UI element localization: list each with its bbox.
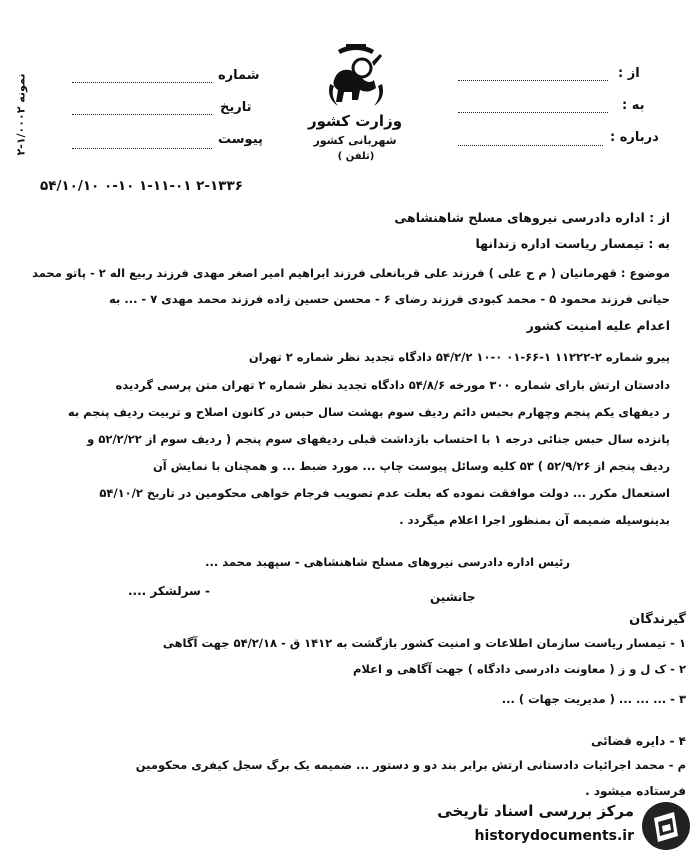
reference-number: ۲-۱۳۳۶ ۱-۱۱-۰۱ ۰-۱۰ ۵۴/۱۰/۱۰ — [40, 178, 243, 194]
form-code: نمونه ۱/۰۰۰۲-۲ — [14, 73, 28, 156]
watermark-site: historydocuments.ir — [474, 828, 634, 844]
recipient-5-cont: فرستاده میشود . — [585, 784, 686, 798]
lion-and-sun-emblem-icon — [324, 40, 388, 112]
body-line-from: از : اداره دادرسی نیروهای مسلح شاهنشاهی — [394, 210, 670, 225]
body-line-verdict-1: دادستان ارتش بارای شماره ۳۰۰ مورخه ۵۴/۸/۶ دادگاه تجدید نظر شماره ۲ تهران متن پرسی گردیده — [115, 378, 670, 392]
attachment-label: پیوست — [218, 132, 263, 147]
date-dots — [72, 114, 212, 115]
to-dots — [458, 112, 608, 113]
signature-title: رئیس اداره دادرسی نیروهای مسلح شاهنشاهی - سپهبد محمد ... — [205, 555, 570, 569]
to-label: به : — [622, 98, 645, 113]
watermark — [416, 796, 696, 856]
body-line-subject: موضوع : قهرمانیان ( م ح علی ) فرزند علی قربانعلی فرزند ابراهیم امیر اصغر مهدی فرزند ربیع اله ۲ - پاتو محمد — [32, 266, 670, 280]
body-line-reference: پیرو شماره ۲-۱۱۲۲۲ ۱-۶۶-۰۱ ۰-۱۰ ۵۴/۲/۲ دادگاه تجدید نظر شماره ۲ تهران — [248, 350, 670, 364]
from-label: از : — [618, 66, 640, 81]
recipient-5: م - محمد اجرائیات دادستانی ارتش برابر بند دو و دستور ... ضمیمه یک برگ سجل کیفری محکومین — [135, 758, 686, 772]
department-name: شهربانی کشور — [313, 134, 397, 147]
signature-deputy: جانشین — [430, 590, 476, 604]
number-dots — [72, 82, 212, 83]
recipient-3: ۳ - ... ... ... ( مدیریت جهات ) ... — [501, 692, 686, 706]
body-line-verdict-3: پانزده سال حبس جنائی درجه ۱ با احتساب بازداشت قبلی ردیفهای سوم پنجم ( ردیف سوم از ۵۲/۲/۲۲ و — [87, 432, 670, 446]
watermark-name: مرکز بررسی اسناد تاریخی — [437, 802, 634, 820]
signature-general: - سرلشکر .... — [128, 584, 210, 598]
body-line-verdict-2: ر دیفهای یکم پنجم وچهارم بحبس دائم ردیف سوم بهشت سال حبس در کانون اصلاح و تربیت ردیف پنجم به — [67, 405, 670, 419]
recipient-1: ۱ - تیمسار ریاست سازمان اطلاعات و امنیت کشور بازگشت به ۱۴۱۲ ق - ۵۴/۲/۱۸ جهت آگاهی — [162, 636, 686, 650]
recipient-4: ۴ - دایره قضائی — [590, 734, 686, 748]
about-label: درباره : — [610, 130, 659, 145]
recipient-2: ۲ - ک ل و ز ( معاونت دادرسی دادگاه ) جهت آگاهی و اعلام — [352, 662, 686, 676]
history-documents-logo-icon — [640, 800, 692, 852]
ministry-title: وزارت کشور — [307, 112, 403, 130]
phone-label: (تلفن ) — [337, 151, 375, 162]
from-dots — [458, 80, 608, 81]
about-dots — [458, 145, 603, 146]
number-label: شماره — [218, 68, 260, 83]
date-label: تاریخ — [220, 100, 252, 115]
body-line-charge: اعدام علیه امنیت کشور — [526, 318, 670, 333]
body-line-to: به : تیمسار ریاست اداره زندانها — [475, 236, 670, 251]
attachment-dots — [72, 148, 212, 149]
body-line-verdict-5: استعمال مکرر ... دولت موافقت نموده که بعلت عدم تصویب فرجام خواهی محکومین در تاریخ ۵۴/۱۰/۲ — [99, 486, 670, 500]
body-line-verdict-4: ردیف پنجم از ۵۲/۹/۲۶ ) ۵۳ کلیه وسائل پیوست چاپ ... مورد ضبط ... و همچنان با نمایش آن — [152, 459, 670, 473]
recipients-title: گیرندگان — [629, 612, 686, 627]
body-line-subject-cont: حیاتی فرزند محمود ۵ - محمد کبودی فرزند رضای ۶ - محسن حسین زاده فرزند محمد مهدی ۷ - ... به — [109, 292, 670, 306]
body-line-verdict-6: بدینوسیله ضمیمه آن بمنظور اجرا اعلام میگردد . — [399, 513, 670, 527]
